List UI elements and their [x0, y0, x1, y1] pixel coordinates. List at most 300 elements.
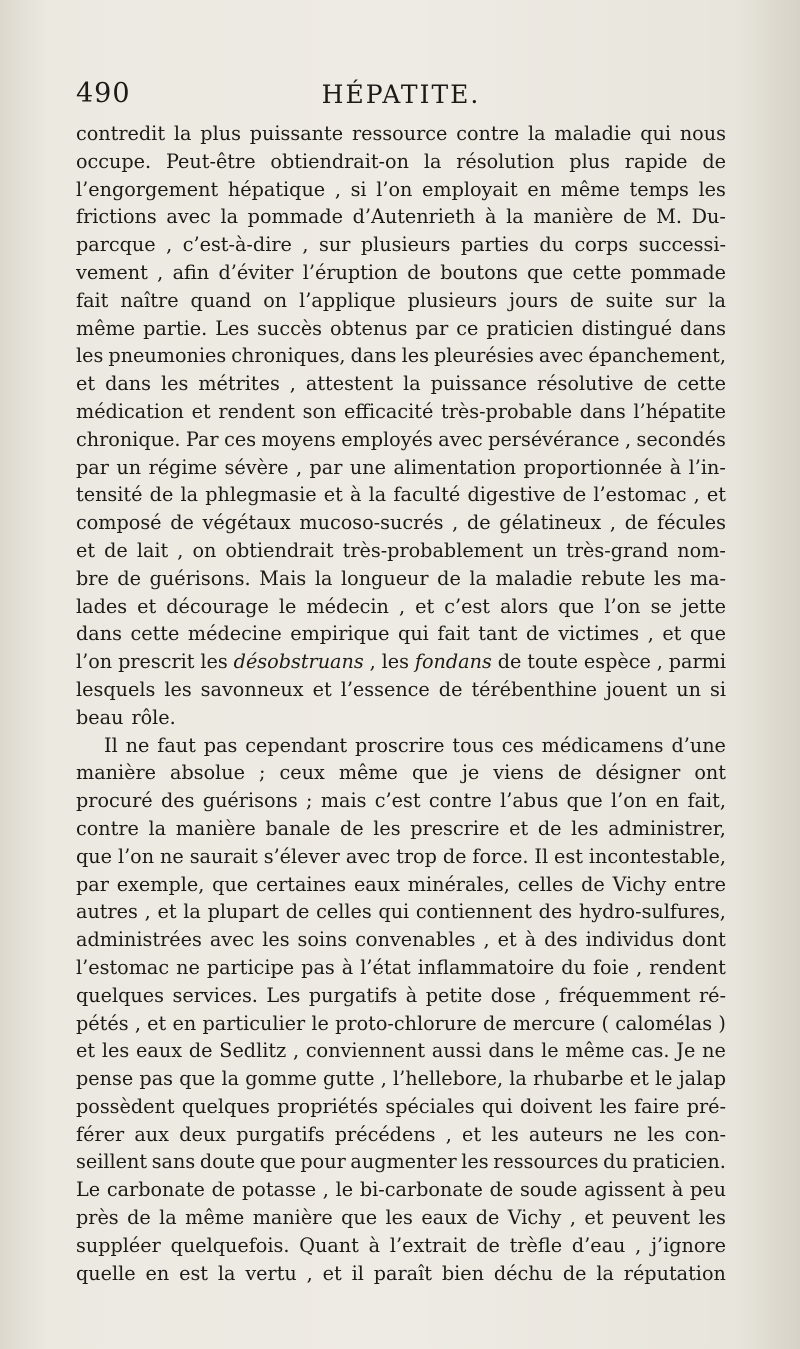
text-line	[76, 954, 726, 982]
text-line	[76, 704, 726, 732]
word: épanchement,	[588, 344, 726, 368]
word: s’élever	[263, 844, 340, 868]
word: ,	[636, 955, 643, 979]
word: dans	[350, 344, 397, 368]
word: ce	[456, 316, 479, 340]
word: du	[603, 1150, 628, 1174]
word: médecine	[187, 622, 282, 646]
word: ne	[125, 733, 150, 757]
word: de	[407, 260, 431, 284]
text-line	[76, 676, 726, 704]
running-title: HÉPATITE.	[321, 80, 481, 109]
word: et	[462, 1122, 482, 1146]
text-line	[76, 287, 726, 315]
word: ,	[295, 455, 303, 479]
word: hépatique	[227, 177, 326, 201]
word: contredit	[76, 122, 166, 145]
word: dans	[488, 1039, 535, 1063]
text-line	[76, 1176, 726, 1204]
word: en	[172, 1011, 197, 1035]
text-line	[76, 509, 726, 537]
word: de	[489, 1178, 514, 1202]
word: mais	[320, 789, 367, 813]
word: nous	[679, 122, 726, 145]
word: convenables	[355, 928, 476, 952]
word: carbonate	[106, 1178, 205, 1202]
word: dans	[680, 316, 726, 340]
word: pommade	[247, 205, 343, 229]
text-line	[76, 843, 726, 871]
word: la	[423, 149, 442, 173]
word: résolutive	[536, 372, 634, 396]
word: de	[475, 1206, 500, 1230]
word: de	[557, 761, 582, 785]
word: ces	[501, 733, 534, 757]
word: ma-	[689, 566, 726, 590]
word: beau	[76, 705, 124, 729]
word: ,	[656, 650, 663, 674]
word: férer	[76, 1122, 125, 1146]
word: fait	[76, 288, 109, 312]
word: doute	[199, 1150, 256, 1174]
word: vement	[76, 260, 148, 284]
word: tant	[478, 622, 518, 646]
word: savonneux	[200, 677, 304, 701]
word: ,	[693, 483, 700, 507]
word: très-probable	[440, 399, 573, 423]
word: boutons	[440, 260, 518, 284]
word: et	[137, 594, 157, 618]
word: cas.	[631, 1039, 670, 1063]
word: la	[173, 122, 192, 145]
word: spéciales	[385, 1094, 475, 1118]
page-number: 490	[76, 78, 131, 109]
word: des	[538, 900, 573, 924]
word: ne	[702, 1039, 726, 1063]
word: et	[662, 622, 682, 646]
word: un	[532, 538, 558, 562]
word: pétés	[76, 1011, 129, 1035]
word: l’extrait	[389, 1233, 467, 1257]
word: mucoso-sucrés	[299, 511, 444, 535]
word: fait	[437, 622, 470, 646]
word: que	[558, 594, 595, 618]
word: les	[461, 1150, 489, 1174]
word: on	[263, 288, 288, 312]
word: manière	[175, 816, 256, 840]
word: ,	[144, 900, 151, 924]
text-line	[76, 426, 726, 454]
word: pense	[76, 1067, 134, 1091]
word: avec	[345, 844, 391, 868]
word: ,	[334, 177, 341, 201]
word: )	[718, 1011, 726, 1035]
word: quelques	[181, 1094, 270, 1118]
word: successi-	[638, 233, 726, 257]
word: jalap	[678, 1067, 726, 1091]
word: certaines	[256, 872, 347, 896]
word: les	[76, 344, 104, 368]
word: plus	[200, 122, 241, 145]
word: seillent	[76, 1150, 148, 1174]
word: le	[278, 594, 297, 618]
word: est	[554, 844, 583, 868]
word: des	[544, 928, 578, 952]
text-line	[76, 259, 726, 287]
word: ,	[166, 233, 173, 257]
word: obtiendrait-on	[270, 149, 409, 173]
word: banale	[265, 816, 331, 840]
text-line	[76, 148, 726, 176]
word: les	[698, 177, 726, 201]
word: toute	[527, 650, 578, 674]
word: chroniques,	[231, 344, 346, 368]
word: secondés	[636, 427, 726, 451]
word: à	[485, 205, 497, 229]
word: propriétés	[277, 1094, 379, 1118]
word: qui	[640, 122, 671, 145]
text-line	[76, 565, 726, 593]
word: une	[349, 455, 386, 479]
word: que	[341, 1206, 378, 1230]
word: particulier	[202, 1011, 306, 1035]
word: sévère	[224, 455, 289, 479]
word: viens	[493, 761, 544, 785]
word: conviennent	[305, 1039, 426, 1063]
word: parties	[460, 233, 529, 257]
word: de	[643, 372, 668, 396]
word: ,	[647, 622, 654, 646]
word: proscrire	[355, 733, 445, 757]
word: l’estomac	[76, 955, 170, 979]
word: le	[541, 1039, 559, 1063]
word: qui	[378, 900, 410, 924]
word: que	[689, 622, 726, 646]
word: même	[338, 761, 398, 785]
word: les	[571, 816, 599, 840]
word: un	[116, 455, 142, 479]
word: métrites	[198, 372, 280, 396]
text-line	[76, 1010, 726, 1038]
word: (	[601, 1011, 609, 1035]
word: peuvent	[611, 1206, 691, 1230]
word: succès	[257, 316, 323, 340]
word: Quant	[299, 1233, 359, 1257]
word: empirique	[290, 622, 390, 646]
word: eaux	[421, 1206, 468, 1230]
word: de	[437, 566, 461, 590]
word: la	[217, 1261, 236, 1285]
word: l’abus	[500, 789, 559, 813]
word: dose	[490, 983, 536, 1007]
word: l’in-	[688, 455, 726, 479]
word: victimes	[558, 622, 640, 646]
word: ,	[609, 511, 617, 535]
text-line	[76, 871, 726, 899]
word: que	[527, 260, 564, 284]
word: les	[698, 1206, 726, 1230]
word: soude	[519, 1178, 578, 1202]
paragraph	[76, 732, 726, 1288]
word: de	[526, 622, 550, 646]
word: aux	[134, 1122, 169, 1146]
word: et	[584, 1206, 604, 1230]
word: celles	[316, 900, 372, 924]
word: administrées	[76, 928, 202, 952]
word: vertu	[245, 1261, 297, 1285]
word: les	[381, 650, 409, 674]
word: efficacité	[344, 399, 434, 423]
word: afin	[172, 260, 210, 284]
word: et	[322, 1261, 342, 1285]
word: fondans	[414, 650, 492, 674]
word: Les	[266, 983, 301, 1007]
text-line	[76, 481, 726, 509]
word: pré-	[686, 1094, 726, 1118]
word: ,	[544, 983, 551, 1007]
word: rebute	[581, 566, 646, 590]
word: que	[566, 789, 603, 813]
word: cette	[572, 260, 622, 284]
word: ,	[452, 511, 459, 535]
word: la	[180, 483, 199, 507]
word: de	[442, 844, 467, 868]
word: le	[311, 1011, 329, 1035]
word: ,	[134, 1011, 141, 1035]
text-line	[76, 1148, 726, 1176]
word: ré-	[698, 983, 726, 1007]
paragraph	[76, 120, 726, 732]
word: même	[560, 177, 620, 201]
word: se	[650, 594, 672, 618]
word: plupart	[207, 900, 279, 924]
word: sur	[665, 288, 697, 312]
word: bien	[441, 1261, 484, 1285]
word: il	[351, 1261, 364, 1285]
text-line	[76, 537, 726, 565]
word: corps	[574, 233, 629, 257]
body-text	[76, 120, 726, 1287]
word: l’essence	[340, 677, 430, 701]
text-line	[76, 1121, 726, 1149]
word: de	[285, 900, 310, 924]
word: plus	[569, 149, 610, 173]
word: suite	[605, 288, 654, 312]
word: de	[476, 1233, 500, 1257]
word: que	[76, 844, 112, 868]
word: moyens	[261, 427, 336, 451]
word: auteurs	[528, 1122, 604, 1146]
word: incontestable,	[588, 844, 726, 868]
word: administrer,	[608, 816, 726, 840]
word: ,	[445, 1122, 452, 1146]
word: agissent	[584, 1178, 666, 1202]
word: potasse	[242, 1178, 317, 1202]
word: alors	[500, 594, 549, 618]
word: ceux	[279, 761, 325, 785]
word: cependant	[245, 733, 348, 757]
text-line	[76, 982, 726, 1010]
word: eaux	[136, 1039, 183, 1063]
word: désigner	[595, 761, 681, 785]
word: des	[160, 789, 195, 813]
word: par	[76, 872, 109, 896]
word: peu	[690, 1178, 726, 1202]
text-line	[76, 454, 726, 482]
word: la	[220, 205, 239, 229]
word: très-grand	[566, 538, 669, 562]
word: la	[159, 1206, 177, 1230]
word: et	[191, 399, 211, 423]
word: ;	[259, 761, 266, 785]
word: autres	[76, 900, 138, 924]
text-line	[76, 815, 726, 843]
word: Il	[534, 844, 549, 868]
text-line	[76, 732, 726, 760]
word: ,	[369, 650, 376, 674]
word: la	[183, 900, 201, 924]
word: c’est	[444, 594, 491, 618]
word: l’on	[376, 177, 413, 201]
word: Sedlitz	[219, 1039, 287, 1063]
word: précédens	[334, 1122, 436, 1146]
word: sur	[318, 233, 351, 257]
word: ,	[157, 260, 164, 284]
word: la	[527, 122, 546, 145]
word: dont	[681, 928, 726, 952]
word: puissance	[430, 372, 527, 396]
word: parmi	[668, 650, 726, 674]
word: ne	[160, 844, 184, 868]
word: si	[350, 177, 367, 201]
word: saurait	[189, 844, 258, 868]
word: participe	[206, 955, 295, 979]
word: ,	[302, 233, 309, 257]
word: Mais	[259, 566, 307, 590]
word: composé	[76, 511, 162, 535]
word: de	[482, 1011, 507, 1035]
word: l’on	[604, 594, 641, 618]
word: médication	[76, 399, 184, 423]
word: possèdent	[76, 1094, 175, 1118]
word: ne	[176, 955, 200, 979]
word: alimentation	[393, 455, 516, 479]
word: et	[157, 900, 177, 924]
word: services.	[172, 983, 258, 1007]
word: suppléer	[76, 1233, 161, 1257]
text-line	[76, 1204, 726, 1232]
word: quelques	[76, 983, 164, 1007]
word: le	[335, 1178, 354, 1202]
word: cette	[130, 622, 180, 646]
word: persévérance	[488, 427, 620, 451]
word: mercure	[512, 1011, 596, 1035]
word: bre	[76, 566, 109, 590]
word: avec	[209, 928, 255, 952]
word: déchu	[493, 1261, 553, 1285]
word: de	[127, 1206, 151, 1230]
word: avec	[166, 205, 211, 229]
word: contiennent	[415, 900, 532, 924]
word: dans	[105, 372, 151, 396]
word: Il	[104, 733, 118, 757]
word: l’hellebore,	[393, 1067, 504, 1091]
word: occupe.	[76, 149, 152, 173]
word: digestive	[467, 483, 556, 507]
word: Vichy	[507, 1206, 562, 1230]
word: distingué	[581, 316, 673, 340]
word: et	[323, 483, 343, 507]
word: et	[147, 1011, 167, 1035]
word: jette	[681, 594, 726, 618]
text-line	[76, 620, 726, 648]
word: ces	[224, 427, 257, 451]
word: deux	[179, 1122, 227, 1146]
word: de	[104, 538, 128, 562]
word: les	[200, 650, 228, 674]
word: paraît	[373, 1261, 432, 1285]
word: l’applique	[299, 288, 396, 312]
word: les	[262, 928, 290, 952]
word: de	[497, 650, 522, 674]
word: ,	[293, 1039, 300, 1063]
word: purgatifs	[236, 1122, 325, 1146]
word: ,	[624, 427, 632, 451]
word: eaux	[353, 872, 400, 896]
word: j’ignore	[651, 1233, 726, 1257]
text-line	[76, 120, 726, 148]
text-line	[76, 898, 726, 926]
word: individus	[585, 928, 674, 952]
word: à	[524, 928, 537, 952]
word: c’est	[374, 789, 421, 813]
word: la	[506, 205, 524, 229]
word: si	[709, 677, 726, 701]
word: tensité	[76, 483, 143, 507]
word: obtiendrait	[225, 538, 334, 562]
word: la	[221, 1067, 240, 1091]
text-line	[76, 203, 726, 231]
word: la	[403, 372, 421, 396]
word: absolue	[170, 761, 246, 785]
word: les	[101, 1039, 130, 1063]
word: à	[405, 983, 418, 1007]
word: les	[653, 566, 682, 590]
word: con-	[684, 1122, 726, 1146]
word: maladie	[495, 566, 573, 590]
text-line	[76, 342, 726, 370]
word: qui	[481, 1094, 513, 1118]
word: du	[539, 233, 564, 257]
word: décourage	[166, 594, 269, 618]
word: contre	[428, 789, 492, 813]
word: Par	[185, 427, 219, 451]
word: force.	[472, 844, 529, 868]
word: d’éviter	[218, 260, 294, 284]
word: plusieurs	[360, 233, 451, 257]
word: la	[596, 1261, 614, 1285]
word: doivent	[519, 1094, 593, 1118]
word: de	[702, 149, 726, 173]
word: fait,	[687, 789, 726, 813]
word: pneumonies	[108, 344, 227, 368]
text-line	[76, 787, 726, 815]
word: à	[368, 1233, 381, 1257]
word: quand	[190, 288, 252, 312]
word: de	[570, 288, 594, 312]
word: guérisons.	[149, 566, 251, 590]
word: ,	[306, 1261, 313, 1285]
